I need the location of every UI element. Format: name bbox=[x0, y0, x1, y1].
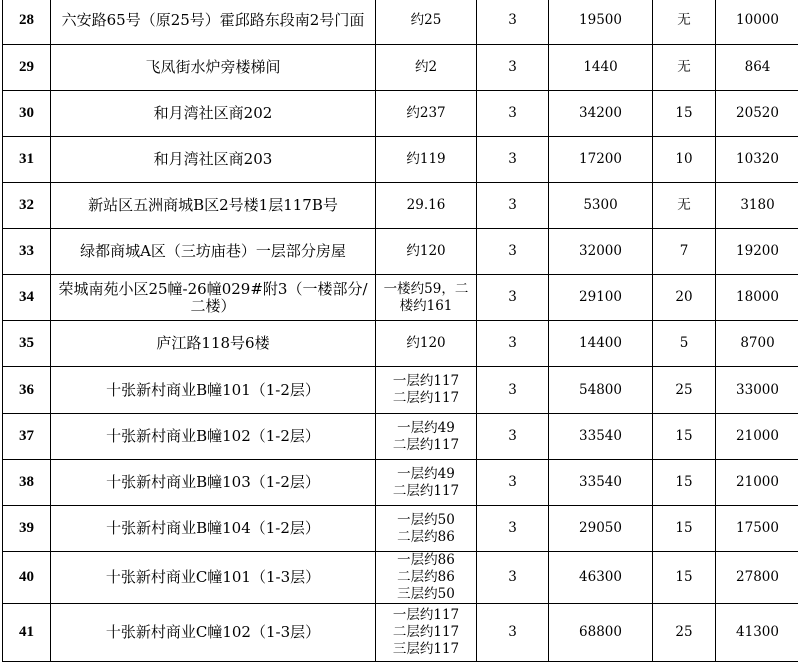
area-cell bbox=[376, 183, 477, 229]
column-3-cell: 3 bbox=[477, 321, 549, 367]
column-5-cell: 15 bbox=[653, 414, 716, 460]
row-number-cell: 34 bbox=[3, 275, 51, 321]
area-line: 二层约117 bbox=[392, 390, 460, 406]
column-6-cell: 10000 bbox=[716, 0, 798, 45]
area-line: 约120 bbox=[406, 335, 446, 351]
row-number-cell: 40 bbox=[3, 552, 51, 604]
property-name-cell: 绿都商城A区（三坊庙巷）一层部分房屋 bbox=[51, 229, 376, 275]
area-cell bbox=[376, 275, 477, 321]
column-5-cell: 15 bbox=[653, 460, 716, 506]
property-name-cell: 十张新村商业B幢102（1-2层） bbox=[51, 414, 376, 460]
property-name-cell: 和月湾社区商203 bbox=[51, 137, 376, 183]
column-6-cell: 864 bbox=[716, 45, 798, 91]
area-line: 二层约117 bbox=[392, 482, 460, 499]
column-6-cell: 21000 bbox=[716, 414, 798, 460]
column-6-cell: 10320 bbox=[716, 137, 798, 183]
column-4-cell: 33540 bbox=[549, 414, 653, 460]
column-5-cell: 无 bbox=[653, 45, 716, 91]
column-5-cell: 10 bbox=[653, 137, 716, 183]
column-3-cell: 3 bbox=[477, 229, 549, 275]
table-row bbox=[3, 552, 798, 604]
column-6-cell: 19200 bbox=[716, 229, 798, 275]
row-number-cell: 32 bbox=[3, 183, 51, 229]
column-4-cell: 46300 bbox=[549, 552, 653, 604]
column-6-cell: 8700 bbox=[716, 321, 798, 367]
column-4-cell: 54800 bbox=[549, 367, 653, 414]
table-row bbox=[3, 506, 798, 552]
area-cell bbox=[376, 45, 477, 91]
row-number-cell: 31 bbox=[3, 137, 51, 183]
column-4-cell: 33540 bbox=[549, 460, 653, 506]
table-row bbox=[3, 604, 798, 662]
area-line: 楼约161 bbox=[399, 297, 453, 314]
row-number-cell: 37 bbox=[3, 414, 51, 460]
area-line: 约25 bbox=[410, 11, 442, 28]
column-4-cell: 1440 bbox=[549, 45, 653, 91]
table-row bbox=[3, 229, 798, 275]
table-body bbox=[3, 0, 798, 662]
table-row bbox=[3, 183, 798, 229]
table-row bbox=[3, 321, 798, 367]
column-3-cell: 3 bbox=[477, 275, 549, 321]
row-number-cell: 38 bbox=[3, 460, 51, 506]
column-4-cell: 32000 bbox=[549, 229, 653, 275]
area-cell bbox=[376, 0, 477, 45]
table-row bbox=[3, 367, 798, 414]
area-cell bbox=[376, 91, 477, 137]
area-line: 一层约49 bbox=[397, 419, 455, 436]
property-name-cell: 和月湾社区商202 bbox=[51, 91, 376, 137]
area-cell bbox=[376, 552, 477, 604]
area-line: 一层约117 bbox=[392, 373, 460, 389]
area-line: 约237 bbox=[406, 105, 446, 121]
column-5-cell: 20 bbox=[653, 275, 716, 321]
area-line: 二层约86 bbox=[397, 569, 455, 585]
row-number-cell: 30 bbox=[3, 91, 51, 137]
column-3-cell: 3 bbox=[477, 460, 549, 506]
row-number-cell: 36 bbox=[3, 367, 51, 414]
column-5-cell: 5 bbox=[653, 321, 716, 367]
table-row bbox=[3, 45, 798, 91]
area-line: 二层约117 bbox=[392, 624, 460, 640]
column-4-cell: 17200 bbox=[549, 137, 653, 183]
column-3-cell: 3 bbox=[477, 91, 549, 137]
area-line: 约2 bbox=[414, 59, 438, 75]
column-5-cell: 无 bbox=[653, 0, 716, 45]
area-line: 29.16 bbox=[406, 197, 446, 213]
column-5-cell: 无 bbox=[653, 183, 716, 229]
property-name-cell: 庐江路118号6楼 bbox=[51, 321, 376, 367]
property-name-cell: 十张新村商业C幢101（1-3层） bbox=[51, 552, 376, 604]
area-line: 一层约49 bbox=[397, 465, 455, 482]
column-5-cell: 25 bbox=[653, 604, 716, 662]
column-5-cell: 25 bbox=[653, 367, 716, 414]
row-number-cell: 33 bbox=[3, 229, 51, 275]
table-row bbox=[3, 91, 798, 137]
area-cell bbox=[376, 321, 477, 367]
property-name-cell: 十张新村商业B幢104（1-2层） bbox=[51, 506, 376, 552]
column-3-cell: 3 bbox=[477, 0, 549, 45]
area-line: 三层约50 bbox=[397, 586, 455, 602]
area-line: 约119 bbox=[406, 151, 446, 167]
area-line: 一楼约59，二 bbox=[383, 280, 469, 297]
column-6-cell: 21000 bbox=[716, 460, 798, 506]
table-row bbox=[3, 137, 798, 183]
column-3-cell: 3 bbox=[477, 45, 549, 91]
row-number-cell: 41 bbox=[3, 604, 51, 662]
column-3-cell: 3 bbox=[477, 552, 549, 604]
area-cell bbox=[376, 460, 477, 506]
column-4-cell: 14400 bbox=[549, 321, 653, 367]
property-name-cell: 十张新村商业C幢102（1-3层） bbox=[51, 604, 376, 662]
area-cell bbox=[376, 137, 477, 183]
property-name-cell: 飞凤街水炉旁楼梯间 bbox=[51, 45, 376, 91]
area-cell bbox=[376, 367, 477, 414]
column-4-cell: 29100 bbox=[549, 275, 653, 321]
area-cell bbox=[376, 604, 477, 662]
area-line: 三层约117 bbox=[392, 641, 460, 657]
column-3-cell: 3 bbox=[477, 137, 549, 183]
area-line: 一层约117 bbox=[392, 607, 460, 623]
property-name-cell: 十张新村商业B幢101（1-2层） bbox=[51, 367, 376, 414]
column-6-cell: 41300 bbox=[716, 604, 798, 662]
column-6-cell: 20520 bbox=[716, 91, 798, 137]
column-3-cell: 3 bbox=[477, 183, 549, 229]
column-6-cell: 17500 bbox=[716, 506, 798, 552]
area-cell bbox=[376, 229, 477, 275]
column-6-cell: 33000 bbox=[716, 367, 798, 414]
property-name-cell: 荣城南苑小区25幢-26幢029#附3（一楼部分/二楼） bbox=[51, 275, 376, 321]
table-row bbox=[3, 460, 798, 506]
column-4-cell: 29050 bbox=[549, 506, 653, 552]
table-row bbox=[3, 0, 798, 45]
column-4-cell: 68800 bbox=[549, 604, 653, 662]
area-cell bbox=[376, 414, 477, 460]
row-number-cell: 39 bbox=[3, 506, 51, 552]
area-line: 一层约50 bbox=[397, 511, 455, 528]
row-number-cell: 29 bbox=[3, 45, 51, 91]
property-name-cell: 十张新村商业B幢103（1-2层） bbox=[51, 460, 376, 506]
column-5-cell: 15 bbox=[653, 91, 716, 137]
area-line: 一层约86 bbox=[397, 552, 455, 568]
area-cell bbox=[376, 506, 477, 552]
column-3-cell: 3 bbox=[477, 604, 549, 662]
column-5-cell: 15 bbox=[653, 506, 716, 552]
column-4-cell: 5300 bbox=[549, 183, 653, 229]
column-6-cell: 27800 bbox=[716, 552, 798, 604]
column-4-cell: 19500 bbox=[549, 0, 653, 45]
area-line: 约120 bbox=[406, 243, 446, 259]
column-5-cell: 7 bbox=[653, 229, 716, 275]
table-row bbox=[3, 275, 798, 321]
row-number-cell: 35 bbox=[3, 321, 51, 367]
property-name-cell: 六安路65号（原25号）霍邱路东段南2号门面 bbox=[51, 0, 376, 45]
column-4-cell: 34200 bbox=[549, 91, 653, 137]
column-3-cell: 3 bbox=[477, 414, 549, 460]
area-line: 二层约117 bbox=[392, 436, 460, 453]
row-number-cell: 28 bbox=[3, 0, 51, 45]
column-6-cell: 3180 bbox=[716, 183, 798, 229]
column-3-cell: 3 bbox=[477, 367, 549, 414]
column-5-cell: 15 bbox=[653, 552, 716, 604]
table-row bbox=[3, 414, 798, 460]
property-table bbox=[2, 0, 798, 662]
area-line: 二层约86 bbox=[397, 528, 455, 545]
property-name-cell: 新站区五洲商城B区2号楼1层117B号 bbox=[51, 183, 376, 229]
column-3-cell: 3 bbox=[477, 506, 549, 552]
column-6-cell: 18000 bbox=[716, 275, 798, 321]
